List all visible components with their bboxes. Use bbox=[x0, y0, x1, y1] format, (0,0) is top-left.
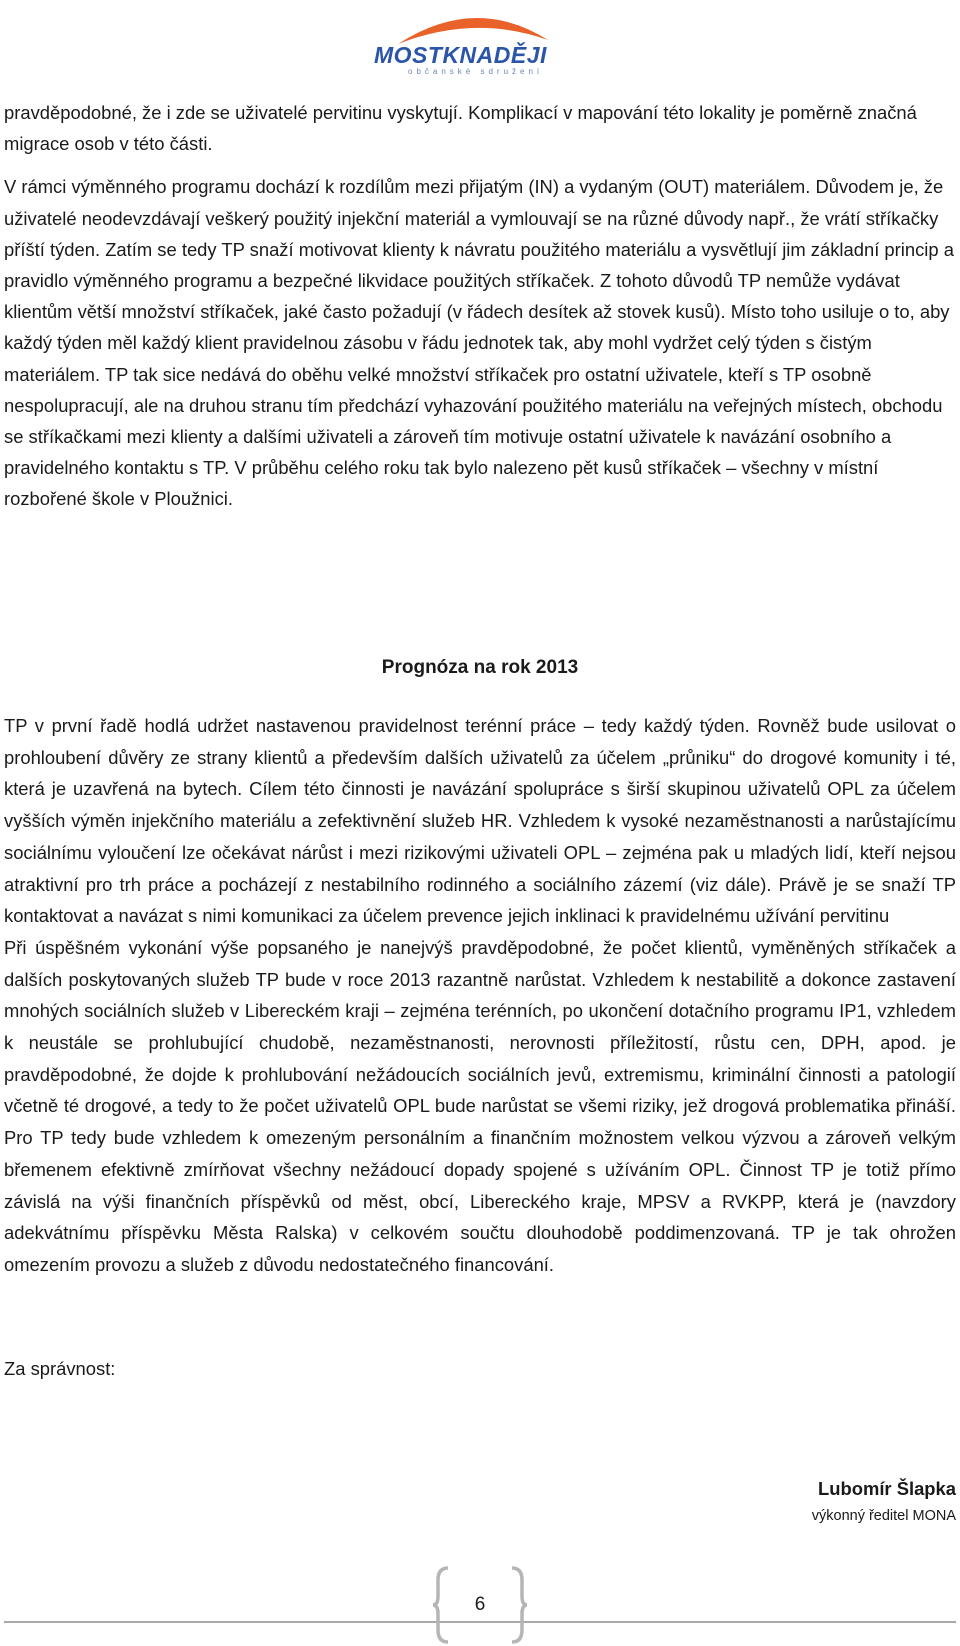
intro-paragraph-2: V rámci výměnného programu dochází k rozdílům mezi přijatým (IN) a vydaným (OUT) materiálem. Důvodem je, že uživatelé neodevzdávají veškerý použitý injekční materiál a vymlouvají se na různé důvody např., že vrátí stříkačky příští týden. Zatím se tedy TP snaží motivovat klienty k návratu použitého materiálu a vysvětlují jim základní princip a pravidlo výměnného programu a bezpečné likvidace použitých stříkaček. Z tohoto důvodů TP nemůže vydávat klientům větší množství stříkaček, jaké často požadují (v řádech desítek až stovek kusů). Místo toho usiluje o to, aby každý týden měl každý klient pravidelnou zásobu v řádu jednotek tak, aby mohl vydržet celý týden s čistým materiálem. TP tak sice nedává do oběhu velké množství stříkaček pro ostatní uživatele, kteří s TP osobně nespolupracují, ale na druhou stranu tím předchází vyhazování použitého materiálu na veřejných místech, obchodu se stříkačkami mezi klienty a dalšími uživateli a zároveň tím motivuje ostatní uživatele k navázání osobního a pravidelného kontaktu s TP. V průběhu celého roku tak bylo nalezeno pět kusů stříkaček – všechny v místní rozbořené škole v Ploužnici. bbox=[4, 176, 954, 510]
attest-label: Za správnost: bbox=[4, 1358, 116, 1379]
page-number: 6 bbox=[474, 1594, 486, 1615]
left-brace-icon bbox=[432, 1566, 452, 1644]
section-paragraph-1: TP v první řadě hodlá udržet nastavenou pravidelnost terénní práce – tedy každý týden. Rovněž bude usilovat o prohloubení důvěry ze strany klientů a především dalších uživatelů za účelem „průniku“ do drogové komunity i té, která je uzavřená na bytech. Cílem této činnosti je navázání spolupráce s širší skupinou uživatelů OPL za účelem vyšších výměn injekčního materiálu a zefektivnění služeb HR. Vzhledem k vysoké nezaměstnanosti a narůstajícímu sociálnímu vyloučení lze očekávat nárůst i mezi rizikovými uživateli OPL – zejména pak u mladých lidí, kteří nejsou atraktivní pro trh práce a pocházejí z nestabilního rodinného a sociálního zázemí (viz dále). Právě je se snaží TP kontaktovat a navázat s nimi komunikaci za účelem prevence jejich inklinaci k pravidelnému užívání pervitinu bbox=[4, 715, 956, 927]
signatory-role: výkonný ředitel MONA bbox=[811, 1508, 956, 1524]
section-text bbox=[4, 710, 956, 1281]
section-heading: Prognóza na rok 2013 bbox=[381, 657, 579, 678]
section-paragraph-2: Při úspěšném vykonání výše popsaného je nanejvýš pravděpodobné, že počet klientů, vyměněných stříkaček a dalších poskytovaných služeb TP bude v roce 2013 razantně narůstat. Vzhledem k nestabilitě a dokonce zastavení mnohých sociálních služeb v Libereckém kraji – zejména terénních, po ukončení dotačního programu IP1, vzhledem k neustále se prohlubující chudobě, nezaměstnanosti, nerovnosti příležitostí, růstu cen, DPH, apod. je pravděpodobné, že dojde k prohlubování nežádoucích sociálních jevů, extremismu, kriminální činnosti a patologií včetně té drogové, a tedy to že počet uživatelů OPL bude narůstat se všemi riziky, jež drogová problematika přináší. Pro TP tedy bude vzhledem k omezeným personálním a finančním možnostem velkou výzvou a zároveň velkým břemenem efektivně zmírňovat všechny nežádoucí dopady spojené s užíváním OPL. Činnost TP je totiž přímo závislá na výši finančních příspěvků od měst, obcí, Libereckého kraje, MPSV a RVKPP, která je (navzdory adekvátnímu příspěvku Města Ralska) v celkovém součtu dlouhodobě poddimenzovaná. TP je tak ohrožen omezením provozu a služeb z důvodu nedostatečného financování. bbox=[4, 936, 956, 1275]
intro-paragraph-1: pravděpodobné, že i zde se uživatelé pervitinu vyskytují. Komplikací v mapování této lokality je poměrně značná migrace osob v této části. bbox=[4, 102, 917, 155]
signatory-name: Lubomír Šlapka bbox=[818, 1478, 956, 1499]
organization-logo bbox=[370, 4, 590, 76]
footer-divider bbox=[4, 1621, 956, 1623]
right-brace-icon bbox=[508, 1566, 528, 1644]
logo-subtitle: občanské sdružení bbox=[408, 67, 544, 76]
logo-name: MOSTKNADĚJI bbox=[374, 42, 547, 68]
intro-text bbox=[4, 97, 956, 515]
